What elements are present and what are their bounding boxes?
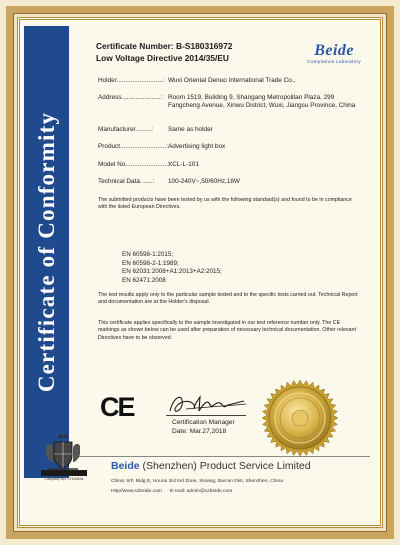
ce-mark: CE (100, 392, 134, 422)
sidebar-title-text: Certificate of Conformity (33, 111, 59, 393)
company-email: E-mail: admin@szbeide.com (169, 489, 233, 494)
manager-signature (166, 391, 248, 417)
certificate-number: Certificate Number: B-S180316972 (96, 41, 233, 51)
standard-item: EN 60598-1:2015; (122, 251, 174, 258)
model-label: Model No........................: (98, 161, 170, 168)
company-contact (111, 477, 283, 497)
manufacturer-label: Manufacturer.........: (98, 126, 154, 133)
signatory-block (172, 419, 235, 437)
royal-coat-of-arms-icon (42, 432, 84, 474)
footer-divider (74, 456, 370, 457)
holder-value: Wuxi Oriental Denuo International Trade Co., (168, 77, 296, 84)
compliance-paragraph: The submitted products have been tested by us with the following standard(s) and found to be in compliance with the listed European Directives. (98, 197, 352, 211)
results-paragraph: The test results apply only to the particular sample tested and to the specific tests carried out. Technical Report and documentation are at the Holder's disposal. (98, 292, 358, 306)
address-value: Room 1519, Building 9, Shangang Metropolitan Plaza, 299 Fangcheng Avenue, Xinwu District, Wuxi, Jiangsu Province, China (168, 94, 356, 110)
signatory-title: Certification Manager (172, 419, 235, 426)
certificate-content (74, 26, 379, 526)
address-label: Address......................: (98, 94, 163, 101)
company-suffix: (Shenzhen) Product Service Limited (139, 460, 311, 472)
technical-value: 100-240V~,50/60Hz,18W (168, 178, 240, 185)
accreditation-bar (41, 470, 87, 476)
beide-logo (307, 42, 361, 64)
product-label: Product..........................: (98, 143, 168, 150)
company-web-email (111, 487, 283, 497)
technical-label: Technical Data.......: (98, 178, 155, 185)
signature-date: Date: Mar.27,2018 (172, 427, 227, 435)
accreditation-number: Company No. 07153434 (44, 477, 84, 481)
company-brand: Beide (111, 460, 140, 472)
sidebar-title (24, 26, 69, 478)
logo-subtitle: Compliance Laboratory (307, 59, 361, 64)
logo-brand: Beide (314, 42, 355, 59)
manufacturer-value: Same as holder (168, 126, 213, 133)
standards-list (122, 251, 222, 285)
signature-line (166, 415, 246, 416)
certificate-header (96, 40, 232, 64)
company-website: Http//www.szbeide.com (111, 489, 162, 494)
standard-item: EN 62031:2008+A1:2013+A2:2015; (122, 268, 222, 275)
directive-title: Low Voltage Directive 2014/35/EU (96, 53, 229, 63)
holder-label: Holder..........................: (98, 77, 165, 84)
product-value: Advertising light box (168, 143, 226, 150)
standard-item: EN 60598-2-1:1989; (122, 259, 179, 267)
standard-item: EN 62471:2008 (122, 276, 166, 284)
gold-seal (260, 378, 340, 458)
model-value: XCL-L-101 (168, 161, 199, 168)
company-address: China: 6/F, Bldg E, Hourui 3rd Ind Zone, Xixiang, Bao'an Dist, Shenzhen, China (111, 479, 283, 484)
applies-paragraph: This certificate applies specifically to the sample investigated in our test reference number only. The CE markings as shown below can be used after preparation of necessary technical documentation. Other relevant Directives have to be observed. (98, 320, 356, 341)
company-name (111, 460, 311, 472)
